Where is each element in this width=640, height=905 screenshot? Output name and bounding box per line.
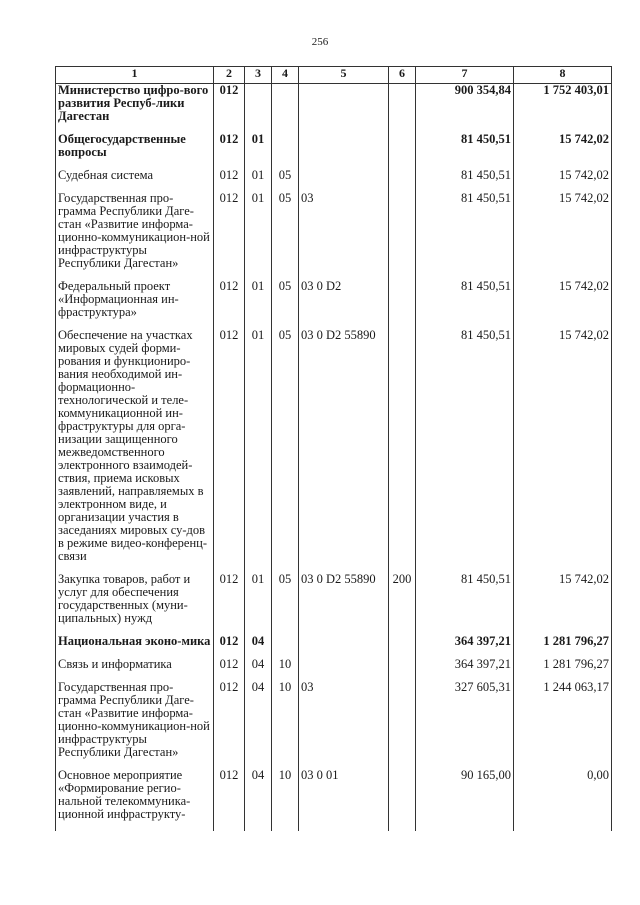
cell-amount-col7: 81 450,51	[416, 169, 514, 192]
table-row	[56, 329, 612, 573]
cell-subsection: 05	[272, 280, 299, 329]
cell-target-article	[299, 658, 389, 681]
cell-amount-col8: 1 244 063,17	[514, 681, 612, 769]
cell-expense-type	[389, 681, 416, 769]
cell-expense-type	[389, 84, 416, 134]
cell-expense-type	[389, 133, 416, 169]
cell-expense-type	[389, 769, 416, 831]
cell-amount-col7: 81 450,51	[416, 133, 514, 169]
cell-expense-type	[389, 635, 416, 658]
cell-amount-col8: 15 742,02	[514, 169, 612, 192]
cell-section: 04	[245, 635, 272, 658]
cell-amount-col8: 1 281 796,27	[514, 635, 612, 658]
table-row	[56, 192, 612, 280]
cell-subsection: 10	[272, 681, 299, 769]
cell-amount-col8: 15 742,02	[514, 192, 612, 280]
cell-name: Связь и информатика	[56, 658, 214, 681]
cell-amount-col8: 0,00	[514, 769, 612, 831]
cell-name: Федеральный проект «Информационная ин-фраструктура»	[56, 280, 214, 329]
cell-subsection	[272, 84, 299, 134]
cell-section: 01	[245, 133, 272, 169]
header-cell: 6	[389, 67, 416, 84]
cell-amount-col7: 327 605,31	[416, 681, 514, 769]
table-row	[56, 133, 612, 169]
cell-subsection: 10	[272, 658, 299, 681]
cell-name: Государственная про-грамма Республики Даге-стан «Развитие информа-ционно-коммуникацион-ной инфраструктуры Республики Дагестан»	[56, 192, 214, 280]
table-body	[56, 84, 612, 832]
cell-amount-col7: 81 450,51	[416, 573, 514, 635]
cell-name: Закупка товаров, работ и услуг для обеспечения государственных (муни-ципальных) нужд	[56, 573, 214, 635]
cell-target-article: 03 0 01	[299, 769, 389, 831]
cell-section	[245, 84, 272, 134]
cell-amount-col8: 15 742,02	[514, 280, 612, 329]
cell-target-article: 03	[299, 681, 389, 769]
table-row	[56, 280, 612, 329]
cell-subsection: 05	[272, 329, 299, 573]
cell-ministry-code: 012	[214, 84, 245, 134]
cell-subsection: 05	[272, 573, 299, 635]
cell-target-article: 03	[299, 192, 389, 280]
table-row	[56, 658, 612, 681]
header-cell: 3	[245, 67, 272, 84]
header-cell: 4	[272, 67, 299, 84]
header-cell: 1	[56, 67, 214, 84]
cell-section: 04	[245, 658, 272, 681]
cell-name: Судебная система	[56, 169, 214, 192]
cell-section: 01	[245, 329, 272, 573]
cell-ministry-code: 012	[214, 192, 245, 280]
cell-section: 01	[245, 192, 272, 280]
cell-subsection: 10	[272, 769, 299, 831]
cell-section: 01	[245, 573, 272, 635]
cell-target-article	[299, 133, 389, 169]
cell-ministry-code: 012	[214, 280, 245, 329]
cell-amount-col7: 81 450,51	[416, 192, 514, 280]
cell-subsection: 05	[272, 169, 299, 192]
cell-ministry-code: 012	[214, 769, 245, 831]
cell-amount-col7: 90 165,00	[416, 769, 514, 831]
cell-target-article	[299, 169, 389, 192]
cell-amount-col8: 15 742,02	[514, 573, 612, 635]
cell-expense-type	[389, 169, 416, 192]
cell-amount-col8: 15 742,02	[514, 133, 612, 169]
header-cell: 7	[416, 67, 514, 84]
table-row	[56, 635, 612, 658]
cell-name: Национальная эконо-мика	[56, 635, 214, 658]
cell-ministry-code: 012	[214, 169, 245, 192]
page-number: 256	[311, 36, 329, 48]
cell-subsection	[272, 133, 299, 169]
cell-subsection	[272, 635, 299, 658]
cell-ministry-code: 012	[214, 635, 245, 658]
cell-target-article: 03 0 D2 55890	[299, 329, 389, 573]
cell-amount-col7: 81 450,51	[416, 280, 514, 329]
cell-amount-col7: 900 354,84	[416, 84, 514, 134]
cell-name: Государственная про-грамма Республики Даге-стан «Развитие информа-ционно-коммуникацион-ной инфраструктуры Республики Дагестан»	[56, 681, 214, 769]
cell-amount-col7: 364 397,21	[416, 658, 514, 681]
cell-section: 04	[245, 681, 272, 769]
table-row	[56, 573, 612, 635]
cell-section: 01	[245, 169, 272, 192]
cell-amount-col8: 15 742,02	[514, 329, 612, 573]
cell-amount-col8: 1 752 403,01	[514, 84, 612, 134]
cell-ministry-code: 012	[214, 658, 245, 681]
cell-ministry-code: 012	[214, 681, 245, 769]
cell-ministry-code: 012	[214, 329, 245, 573]
cell-expense-type	[389, 329, 416, 573]
cell-amount-col7: 81 450,51	[416, 329, 514, 573]
cell-name: Основное мероприятие «Формирование регио-нальной телекоммуника-ционной инфраструкту-	[56, 769, 214, 831]
cell-section: 04	[245, 769, 272, 831]
cell-amount-col7: 364 397,21	[416, 635, 514, 658]
cell-subsection: 05	[272, 192, 299, 280]
cell-target-article	[299, 84, 389, 134]
header-cell: 2	[214, 67, 245, 84]
budget-table	[55, 66, 612, 831]
cell-name: Министерство цифро-вого развития Респуб-лики Дагестан	[56, 84, 214, 134]
table-row	[56, 681, 612, 769]
cell-ministry-code: 012	[214, 573, 245, 635]
cell-ministry-code: 012	[214, 133, 245, 169]
cell-target-article	[299, 635, 389, 658]
table-row	[56, 169, 612, 192]
cell-name: Обеспечение на участках мировых судей форми-рования и функциониро-вания необходимой ин-формационно-технологической и теле-коммуникационной ин-фраструктуры для орга-низации защищенного межведомственного электронного взаимодей-ствия, приема исковых заявлений, направляемых в электронном виде, и организации участия в заседаниях мировых су-дов в режиме видео-конференц-связи	[56, 329, 214, 573]
cell-expense-type	[389, 192, 416, 280]
cell-expense-type	[389, 280, 416, 329]
table-row	[56, 769, 612, 831]
cell-name: Общегосударственные вопросы	[56, 133, 214, 169]
header-cell: 8	[514, 67, 612, 84]
cell-target-article: 03 0 D2 55890	[299, 573, 389, 635]
cell-amount-col8: 1 281 796,27	[514, 658, 612, 681]
header-cell: 5	[299, 67, 389, 84]
cell-expense-type: 200	[389, 573, 416, 635]
header-row	[56, 67, 612, 84]
cell-target-article: 03 0 D2	[299, 280, 389, 329]
table-row	[56, 84, 612, 134]
cell-section: 01	[245, 280, 272, 329]
cell-expense-type	[389, 658, 416, 681]
